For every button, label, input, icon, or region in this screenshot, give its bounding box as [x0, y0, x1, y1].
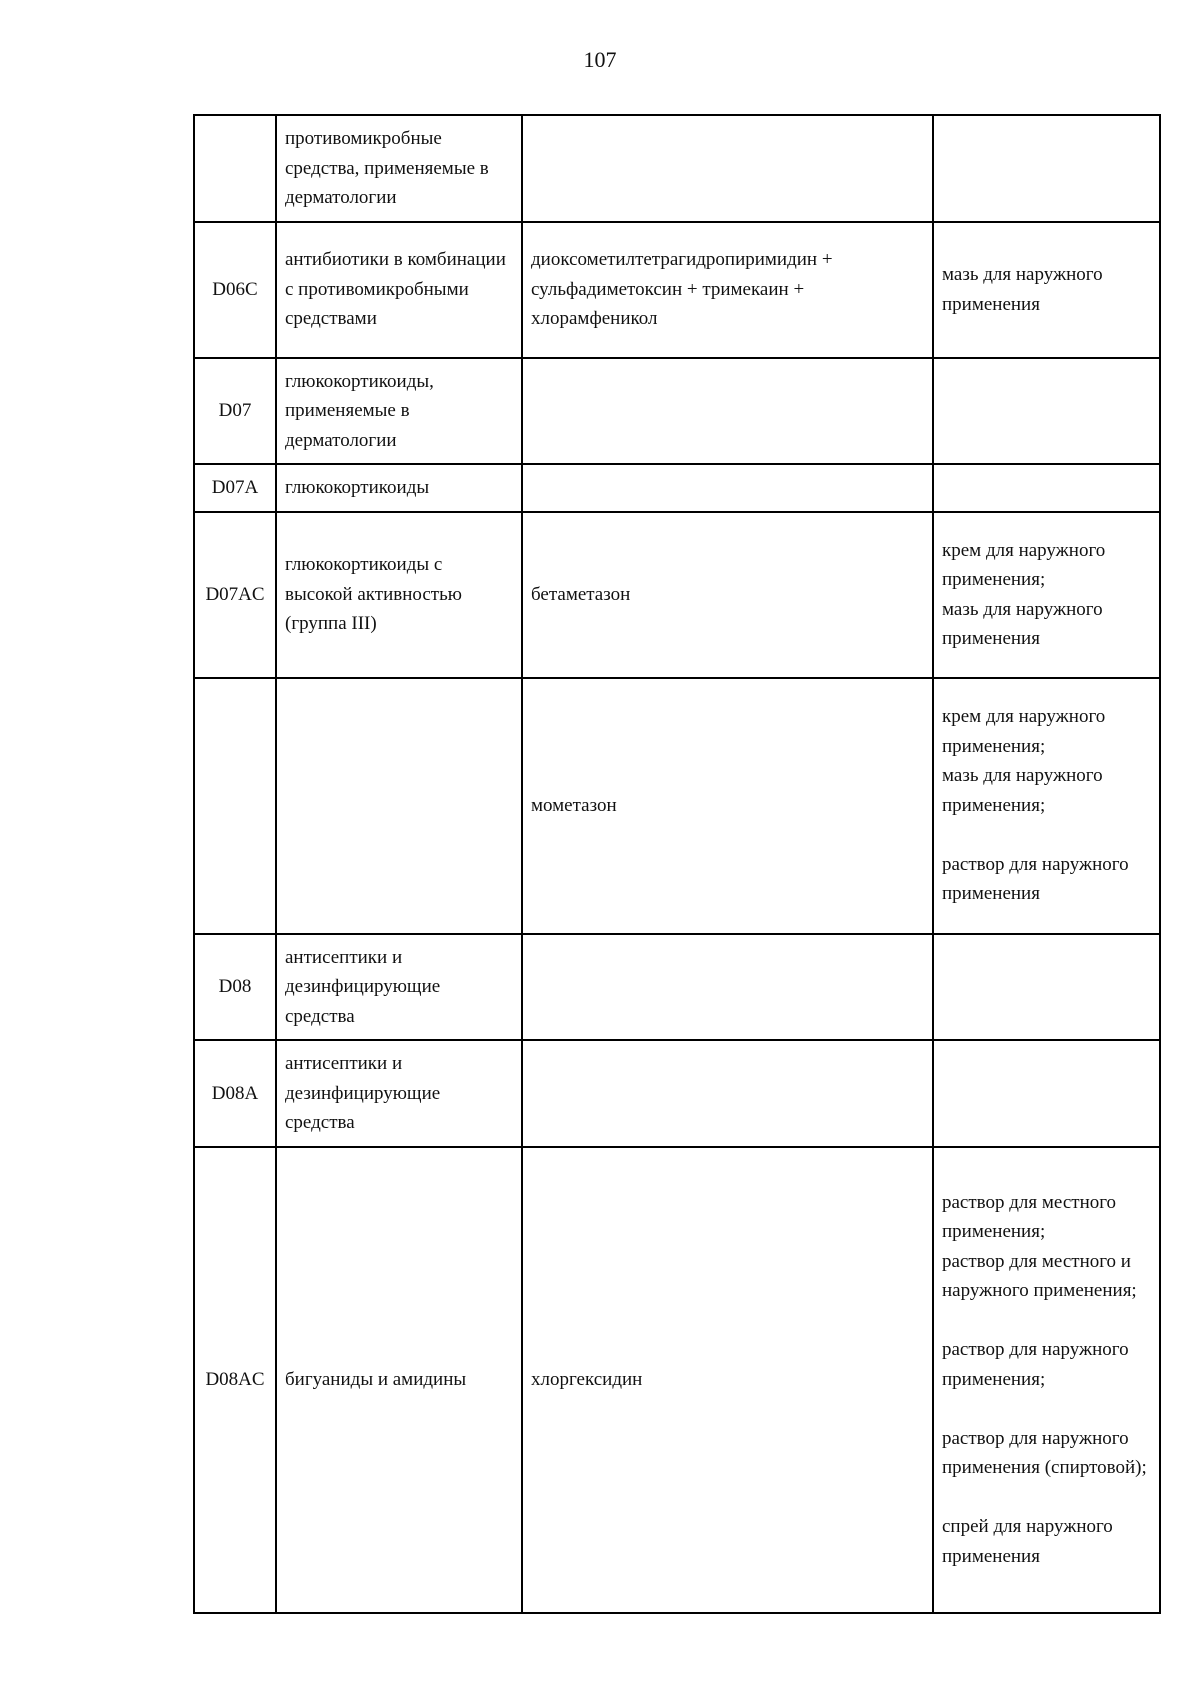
group-name: глюкокортикоиды, применяемые в дерматологии — [276, 358, 522, 465]
page-number: 107 — [583, 47, 617, 72]
atc-code: D08A — [194, 1040, 276, 1147]
form-spacer — [942, 1306, 1151, 1336]
dosage-forms — [933, 934, 1160, 1041]
group-name — [276, 678, 522, 934]
substance-name — [522, 358, 933, 465]
dosage-forms — [933, 1147, 1160, 1613]
dosage-form-item: спрей для наружного применения — [942, 1516, 1113, 1567]
atc-code: D08AC — [194, 1147, 276, 1613]
dosage-form-item: раствор для наружного применения (спиртовой); — [942, 1427, 1147, 1479]
table-row — [194, 512, 1160, 678]
substance-name: хлоргексидин — [522, 1147, 933, 1613]
table-body — [194, 115, 1160, 1613]
substance-name — [522, 1040, 933, 1147]
group-name: антисептики и дезинфицирующие средства — [276, 1040, 522, 1147]
table-row — [194, 1040, 1160, 1147]
dosage-form-item: раствор для наружного применения — [942, 853, 1129, 905]
dosage-form-item: мазь для наружного применения — [942, 264, 1103, 315]
atc-code: D06C — [194, 222, 276, 358]
table-row — [194, 678, 1160, 934]
dosage-forms — [933, 678, 1160, 934]
group-name: противомикробные средства, применяемые в дерматологии — [276, 115, 522, 222]
dosage-forms — [933, 222, 1160, 358]
dosage-forms — [933, 1040, 1160, 1147]
atc-code: D07AC — [194, 512, 276, 678]
form-spacer — [942, 1394, 1151, 1424]
dosage-form-item: мазь для наружного применения — [942, 598, 1103, 649]
table-row — [194, 115, 1160, 222]
dosage-form-item: крем для наружного применения; — [942, 706, 1106, 757]
dosage-forms — [933, 115, 1160, 222]
form-spacer — [942, 820, 1151, 850]
table-row — [194, 464, 1160, 512]
table-row — [194, 358, 1160, 465]
atc-code — [194, 115, 276, 222]
dosage-form-item: раствор для местного применения; — [942, 1191, 1117, 1243]
dosage-form-item: крем для наружного применения; — [942, 539, 1106, 590]
atc-code: D07 — [194, 358, 276, 465]
dosage-forms — [933, 464, 1160, 512]
atc-code: D07A — [194, 464, 276, 512]
form-spacer — [942, 1483, 1151, 1513]
table-row — [194, 222, 1160, 358]
table-row — [194, 934, 1160, 1041]
table-row — [194, 1147, 1160, 1613]
dosage-forms — [933, 512, 1160, 678]
substance-name: мометазон — [522, 678, 933, 934]
substance-name: диоксометилтетрагидропиримидин + сульфадиметоксин + тримекаин + хлорамфеникол — [522, 222, 933, 358]
drug-table — [193, 114, 1161, 1614]
group-name: глюкокортикоиды с высокой активностью (группа III) — [276, 512, 522, 678]
substance-name — [522, 115, 933, 222]
atc-code — [194, 678, 276, 934]
group-name: глюкокортикоиды — [276, 464, 522, 512]
dosage-forms — [933, 358, 1160, 465]
atc-code: D08 — [194, 934, 276, 1041]
substance-name: бетаметазон — [522, 512, 933, 678]
dosage-form-item: мазь для наружного применения; — [942, 765, 1103, 816]
dosage-form-item: раствор для наружного применения; — [942, 1339, 1129, 1390]
dosage-form-item: раствор для местного и наружного применения; — [942, 1250, 1137, 1302]
substance-name — [522, 934, 933, 1041]
substance-name — [522, 464, 933, 512]
group-name: антибиотики в комбинации с противомикробными средствами — [276, 222, 522, 358]
group-name: антисептики и дезинфицирующие средства — [276, 934, 522, 1041]
group-name: бигуаниды и амидины — [276, 1147, 522, 1613]
